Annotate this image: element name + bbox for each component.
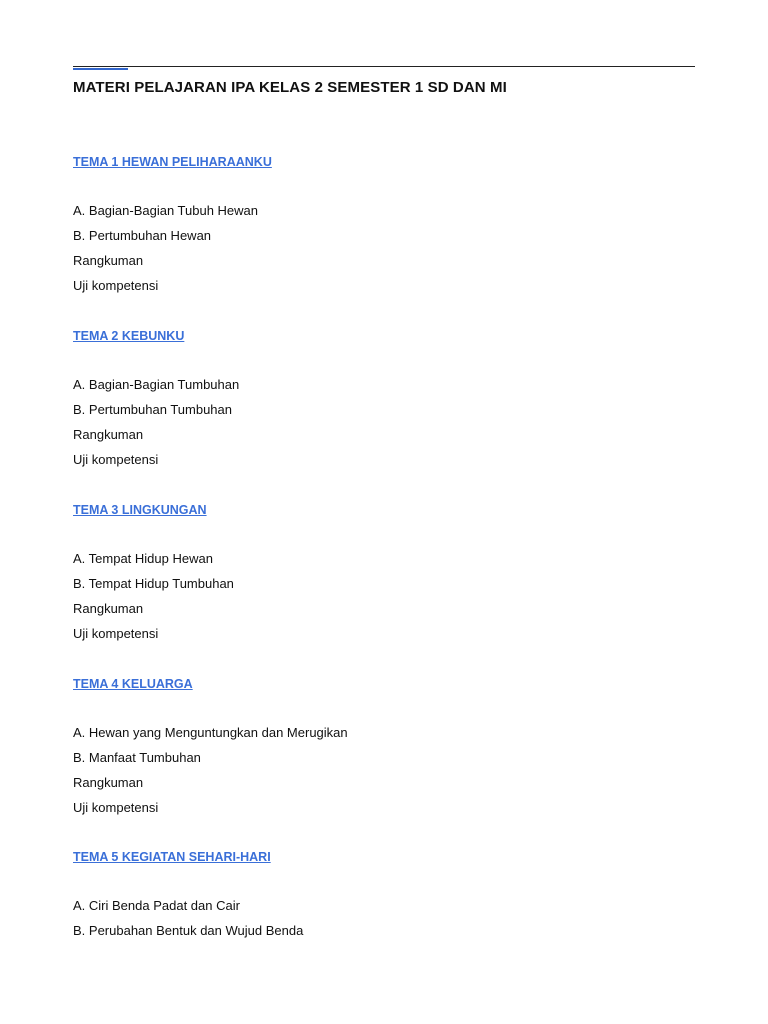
list-item: Rangkuman bbox=[73, 253, 144, 268]
list-item: Rangkuman bbox=[73, 427, 144, 442]
list-item: A. Hewan yang Menguntungkan dan Merugikan bbox=[73, 725, 348, 740]
theme-section-1 bbox=[73, 154, 693, 303]
theme-link-4[interactable]: TEMA 4 KELUARGA bbox=[73, 677, 193, 691]
theme-link-3[interactable]: TEMA 3 LINGKUNGAN bbox=[73, 503, 207, 517]
theme-2-topic-list bbox=[73, 377, 693, 468]
list-item: A. Bagian-Bagian Tumbuhan bbox=[73, 377, 240, 392]
document-title: MATERI PELAJARAN IPA KELAS 2 SEMESTER 1 SD DAN MI bbox=[73, 79, 507, 96]
list-item: B. Pertumbuhan Hewan bbox=[73, 228, 212, 243]
list-item: A. Bagian-Bagian Tubuh Hewan bbox=[73, 203, 259, 218]
list-item: A. Ciri Benda Padat dan Cair bbox=[73, 898, 240, 913]
theme-1-topic-list bbox=[73, 203, 693, 294]
theme-4-topic-list bbox=[73, 725, 693, 816]
theme-section-4 bbox=[73, 676, 693, 825]
list-item: B. Perubahan Bentuk dan Wujud Benda bbox=[73, 923, 304, 938]
theme-section-5 bbox=[73, 849, 693, 948]
list-item: B. Manfaat Tumbuhan bbox=[73, 750, 201, 765]
header-divider bbox=[73, 66, 695, 67]
theme-section-3 bbox=[73, 502, 693, 651]
list-item: Uji kompetensi bbox=[73, 800, 159, 815]
header-link-underline bbox=[73, 68, 128, 70]
theme-link-5[interactable]: TEMA 5 KEGIATAN SEHARI-HARI bbox=[73, 850, 271, 864]
list-item: B. Tempat Hidup Tumbuhan bbox=[73, 576, 234, 591]
theme-link-2[interactable]: TEMA 2 KEBUNKU bbox=[73, 329, 185, 343]
theme-3-topic-list bbox=[73, 551, 693, 642]
theme-link-1[interactable]: TEMA 1 HEWAN PELIHARAANKU bbox=[73, 155, 272, 169]
list-item: Uji kompetensi bbox=[73, 452, 159, 467]
list-item: Uji kompetensi bbox=[73, 278, 159, 293]
theme-section-2 bbox=[73, 328, 693, 477]
list-item: Uji kompetensi bbox=[73, 626, 159, 641]
theme-5-topic-list bbox=[73, 898, 693, 939]
list-item: Rangkuman bbox=[73, 601, 144, 616]
list-item: Rangkuman bbox=[73, 775, 144, 790]
list-item: A. Tempat Hidup Hewan bbox=[73, 551, 213, 566]
list-item: B. Pertumbuhan Tumbuhan bbox=[73, 402, 232, 417]
